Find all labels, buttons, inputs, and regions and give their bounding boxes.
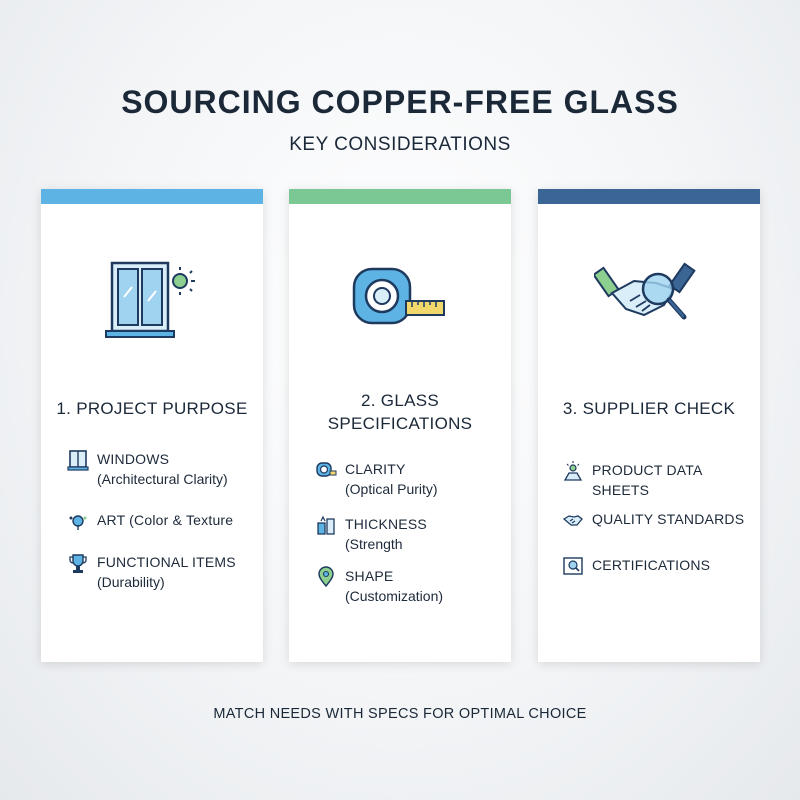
palette-icon xyxy=(67,510,89,532)
list-item-shape xyxy=(315,566,443,606)
page-title: SOURCING COPPER-FREE GLASS xyxy=(121,84,679,120)
handshake-icon xyxy=(562,509,584,531)
item-detail: (Strength xyxy=(345,536,403,552)
card-heading: 1. PROJECT PURPOSE xyxy=(56,399,248,418)
list-item-thickness xyxy=(315,514,427,554)
item-label: THICKNESS xyxy=(345,516,427,532)
list-item-functional xyxy=(67,552,236,592)
tape-measure-icon xyxy=(350,267,450,327)
handshake-magnifier-icon xyxy=(594,259,704,329)
list-item-quality-standards xyxy=(562,509,744,531)
trophy-icon xyxy=(67,552,89,574)
item-detail: (Customization) xyxy=(345,588,444,604)
item-detail: (Durability) xyxy=(97,574,165,590)
card-heading-line2: SPECIFICATIONS xyxy=(327,414,473,433)
card-project-purpose xyxy=(41,189,263,662)
item-label: PRODUCT DATA SHEETS xyxy=(592,462,702,498)
card-accent-bar xyxy=(538,189,760,204)
certificate-icon xyxy=(562,555,584,577)
footer-note: MATCH NEEDS WITH SPECS FOR OPTIMAL CHOICE xyxy=(213,706,587,722)
item-label: CLARITY xyxy=(345,461,406,477)
card-heading-line1: 2. GLASS xyxy=(361,391,439,410)
item-label: SHAPE xyxy=(345,568,394,584)
item-label: QUALITY STANDARDS xyxy=(592,511,745,527)
card-accent-bar xyxy=(289,189,511,204)
list-item-windows xyxy=(67,449,228,489)
item-label: WINDOWS xyxy=(97,451,170,467)
datasheet-icon xyxy=(562,460,584,482)
item-label: FUNCTIONAL ITEMS xyxy=(97,554,236,570)
item-detail: (Optical Purity) xyxy=(345,481,438,497)
window-icon xyxy=(67,449,89,471)
card-supplier-check xyxy=(538,189,760,662)
page-subtitle: KEY CONSIDERATIONS xyxy=(289,134,511,155)
layers-icon xyxy=(315,514,337,536)
window-sun-icon xyxy=(102,257,202,341)
shape-icon xyxy=(315,566,337,588)
card-heading: 3. SUPPLIER CHECK xyxy=(562,399,736,418)
item-label: ART (Color & Texture xyxy=(97,512,234,528)
card-heading xyxy=(289,389,511,435)
list-item-clarity xyxy=(315,459,438,499)
item-detail: (Architectural Clarity) xyxy=(97,471,228,487)
list-item-certifications xyxy=(562,555,710,577)
card-accent-bar xyxy=(41,189,263,204)
card-glass-specifications xyxy=(289,189,511,662)
list-item-art xyxy=(67,510,233,532)
list-item-product-data-sheets xyxy=(562,460,760,500)
item-label: CERTIFICATIONS xyxy=(592,557,711,573)
tape-measure-icon xyxy=(315,459,337,481)
